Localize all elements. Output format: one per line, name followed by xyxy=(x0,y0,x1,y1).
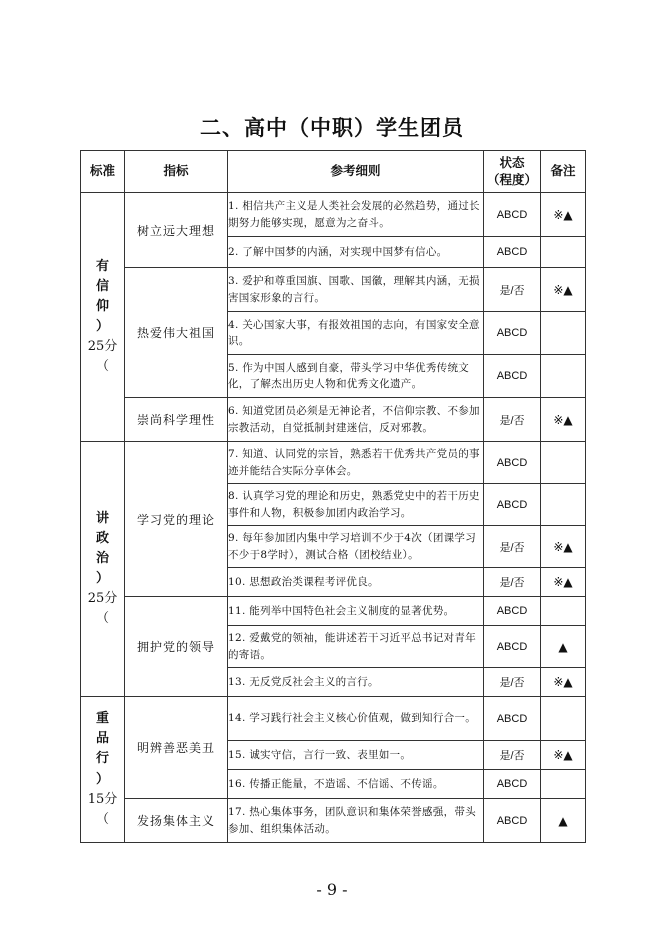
note-cell xyxy=(541,237,586,268)
indicator-motherland: 热爱伟大祖国 xyxy=(125,268,228,398)
table-row xyxy=(81,597,586,626)
state-cell: ABCD xyxy=(484,626,541,668)
table-row xyxy=(81,697,586,741)
standard-score: 25分 xyxy=(87,591,118,607)
state-cell: ABCD xyxy=(484,442,541,484)
indicator-morality: 明辨善恶美丑 xyxy=(125,697,228,799)
state-cell: ABCD xyxy=(484,484,541,526)
standard-paren: （ xyxy=(95,811,109,827)
standard-char: ） xyxy=(95,319,109,334)
note-cell: ※▲ xyxy=(541,398,586,442)
detail-cell: 3. 爱护和尊重国旗、国歌、国徽，理解其内涵，无损害国家形象的言行。 xyxy=(228,268,484,312)
table-row xyxy=(81,442,586,484)
state-cell: ABCD xyxy=(484,312,541,355)
standard-cell-conduct xyxy=(81,697,125,843)
detail-cell: 9. 每年参加团内集中学习培训不少于4次（团课学习不少于8学时），测试合格（团校结业）。 xyxy=(228,526,484,568)
standard-char: 仰 xyxy=(95,298,109,314)
detail-cell: 14. 学习践行社会主义核心价值观，做到知行合一。 xyxy=(228,697,484,741)
note-cell xyxy=(541,442,586,484)
standard-char: 讲 xyxy=(95,510,109,526)
note-cell xyxy=(541,770,586,799)
state-cell: 是/否 xyxy=(484,668,541,697)
state-cell: ABCD xyxy=(484,355,541,398)
note-cell: ※▲ xyxy=(541,741,586,770)
note-cell xyxy=(541,697,586,741)
detail-cell: 10. 思想政治类课程考评优良。 xyxy=(228,568,484,597)
detail-cell: 13. 无反党反社会主义的言行。 xyxy=(228,668,484,697)
note-cell xyxy=(541,312,586,355)
indicator-theory: 学习党的理论 xyxy=(125,442,228,597)
note-cell: ※▲ xyxy=(541,268,586,312)
indicator-leadership: 拥护党的领导 xyxy=(125,597,228,697)
standard-char: ） xyxy=(95,771,109,787)
state-cell: ABCD xyxy=(484,597,541,626)
standard-cell-politics xyxy=(81,442,125,697)
table-row xyxy=(81,193,586,237)
header-standard: 标准 xyxy=(81,151,125,193)
header-indicator: 指标 xyxy=(125,151,228,193)
header-row xyxy=(81,151,586,193)
standard-char: 有 xyxy=(95,258,109,274)
indicator-collectivism: 发扬集体主义 xyxy=(125,799,228,843)
note-cell xyxy=(541,355,586,398)
standard-char: 信 xyxy=(95,278,109,294)
note-cell: ※▲ xyxy=(541,526,586,568)
page-number: - 9 - xyxy=(316,880,348,899)
state-cell: 是/否 xyxy=(484,568,541,597)
header-state-line2: （程度） xyxy=(486,171,537,187)
indicator-science: 崇尚科学理性 xyxy=(125,398,228,442)
table-row xyxy=(81,268,586,312)
header-state-line1: 状态 xyxy=(499,154,525,170)
detail-cell: 17. 热心集体事务，团队意识和集体荣誉感强，带头参加、组织集体活动。 xyxy=(228,799,484,843)
detail-cell: 16. 传播正能量，不造谣、不信谣、不传谣。 xyxy=(228,770,484,799)
standard-paren: （ xyxy=(95,611,109,627)
note-cell: ▲ xyxy=(541,799,586,843)
standard-paren: （ xyxy=(95,359,109,375)
evaluation-table xyxy=(80,150,586,843)
page-title: 二、高中（中职）学生团员 xyxy=(200,115,464,140)
standard-char: 重 xyxy=(95,711,109,727)
table-row xyxy=(81,799,586,843)
standard-score: 25分 xyxy=(87,339,118,355)
state-cell: 是/否 xyxy=(484,398,541,442)
note-cell xyxy=(541,597,586,626)
note-cell: ※▲ xyxy=(541,568,586,597)
detail-cell: 5. 作为中国人感到自豪，带头学习中华优秀传统文化，了解杰出历史人物和优秀文化遗产。 xyxy=(228,355,484,398)
state-cell: ABCD xyxy=(484,697,541,741)
detail-cell: 4. 关心国家大事，有报效祖国的志向，有国家安全意识。 xyxy=(228,312,484,355)
indicator-ideal: 树立远大理想 xyxy=(125,193,228,268)
state-cell: ABCD xyxy=(484,193,541,237)
standard-char: 行 xyxy=(95,751,109,767)
table-row xyxy=(81,398,586,442)
detail-cell: 12. 爱戴党的领袖，能讲述若干习近平总书记对青年的寄语。 xyxy=(228,626,484,668)
detail-cell: 2. 了解中国梦的内涵，对实现中国梦有信心。 xyxy=(228,237,484,268)
detail-cell: 1. 相信共产主义是人类社会发展的必然趋势，通过长期努力能够实现，愿意为之奋斗。 xyxy=(228,193,484,237)
detail-cell: 15. 诚实守信，言行一致、表里如一。 xyxy=(228,741,484,770)
header-note: 备注 xyxy=(541,151,586,193)
note-cell: ※▲ xyxy=(541,193,586,237)
detail-cell: 11. 能列举中国特色社会主义制度的显著优势。 xyxy=(228,597,484,626)
standard-char: 政 xyxy=(95,530,109,546)
state-cell: 是/否 xyxy=(484,741,541,770)
standard-char: 治 xyxy=(95,550,109,566)
state-cell: ABCD xyxy=(484,770,541,799)
header-detail: 参考细则 xyxy=(228,151,484,193)
detail-cell: 7. 知道、认同党的宗旨，熟悉若干优秀共产党员的事迹并能结合实际分享体会。 xyxy=(228,442,484,484)
note-cell: ※▲ xyxy=(541,668,586,697)
standard-score: 15分 xyxy=(87,791,118,807)
detail-cell: 6. 知道党团员必须是无神论者，不信仰宗教、不参加宗教活动，自觉抵制封建迷信，反对邪教。 xyxy=(228,398,484,442)
detail-cell: 8. 认真学习党的理论和历史，熟悉党史中的若干历史事件和人物，积极参加团内政治学习。 xyxy=(228,484,484,526)
header-state xyxy=(484,151,541,193)
state-cell: 是/否 xyxy=(484,526,541,568)
note-cell xyxy=(541,484,586,526)
state-cell: ABCD xyxy=(484,237,541,268)
state-cell: 是/否 xyxy=(484,268,541,312)
standard-cell-faith xyxy=(81,193,125,442)
standard-char: 品 xyxy=(95,731,109,747)
state-cell: ABCD xyxy=(484,799,541,843)
standard-char: ） xyxy=(95,571,109,586)
note-cell: ▲ xyxy=(541,626,586,668)
